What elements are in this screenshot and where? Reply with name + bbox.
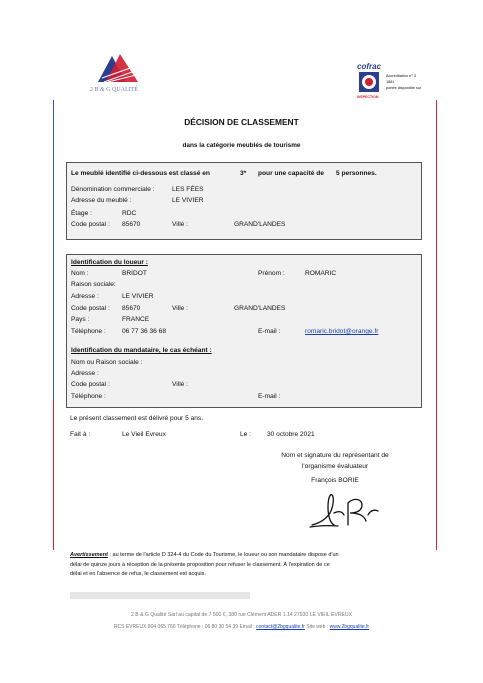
footer-line-1: 2 B & G Qualité Sarl au capital de 7 500 €, 380 rue Clément ADER 1.14 27930 LE VIEIL EVREUX — [131, 612, 352, 618]
right-red-line — [436, 100, 437, 550]
mandataire-adresse-label: Adresse : — [71, 370, 99, 377]
loueur-heading: Identification du loueur : — [71, 259, 148, 266]
footer-web-label: Site web : — [306, 624, 329, 630]
loueur-pays-value: FRANCE — [122, 316, 150, 323]
loueur-ville-value: GRAND'LANDES — [234, 305, 286, 312]
loueur-pays-label: Pays : — [71, 316, 90, 323]
loueur-prenom-label: Prénom : — [258, 270, 285, 277]
loueur-cp-value: 85670 — [122, 305, 141, 312]
fait-place: Le Vieil Evreux — [122, 431, 166, 438]
loueur-prenom-value: ROMARIC — [305, 270, 337, 277]
footer-rcs-text: RCS EVREUX 804 065 766 Téléphone : 06 80 30 54 39 Email : — [113, 624, 255, 630]
loueur-cp-label: Code postal : — [71, 305, 110, 312]
loueur-tel-value: 06 77 36 36 68 — [122, 328, 166, 335]
accreditation-line-1: Accréditation n° 3 — [386, 74, 416, 78]
loueur-email-link[interactable]: romaric.bridot@orange.fr — [305, 328, 379, 335]
loueur-nom-value: BRIDOT — [122, 270, 147, 277]
meuble-adresse-value: LE VIVIER — [172, 197, 204, 204]
accreditation-line-2: 1881 — [386, 80, 395, 84]
page-title: DÉCISION DE CLASSEMENT — [184, 117, 299, 127]
date-label: Le : — [240, 431, 251, 438]
meuble-cp-value: 85670 — [122, 221, 141, 228]
accreditation-line-3: portée disponible sur — [386, 86, 422, 90]
meuble-intro: Le meublé identifié ci-dessous est classé en — [71, 170, 210, 177]
company-name: 2 B & G QUALITÉ — [90, 87, 138, 93]
triangle-logo-icon — [92, 52, 152, 86]
redacted-bar — [70, 592, 250, 599]
denomination-label: Dénomination commerciale : — [71, 186, 155, 193]
signature-line-1: Nom et signature du représentant de — [281, 452, 389, 459]
cofrac-logo — [357, 62, 437, 104]
signature-line-2: l'organisme évaluateur — [301, 463, 369, 470]
cofrac-emblem-icon — [358, 71, 380, 93]
page-subtitle: dans la catégorie meublés de tourisme — [182, 142, 301, 149]
etage-value: RDC — [122, 210, 137, 217]
etage-label: Étage : — [71, 210, 92, 217]
fait-label: Fait à : — [70, 431, 91, 438]
left-red-line — [53, 400, 54, 550]
footer-web-link[interactable]: www.2bgqualite.fr — [329, 624, 370, 630]
mandataire-ville-label: Ville : — [172, 381, 189, 388]
mandataire-tel-label: Téléphone : — [71, 393, 106, 400]
warning-label: Avertissement — [70, 552, 108, 558]
footer-line-2 — [0, 624, 483, 630]
meuble-stars: 3* — [240, 170, 247, 177]
meuble-ville-value: GRAND'LANDES — [234, 221, 286, 228]
meuble-capacity-value: 5 personnes. — [336, 170, 377, 177]
meuble-cp-label: Code postal : — [71, 221, 110, 228]
validity-text: Le présent classement est délivré pour 5 ans. — [70, 415, 204, 422]
signature-name: François BORIE — [311, 477, 359, 484]
warning-line-2: délai de quinze jours à réception de la présente proposition pour refuser le classement. À l'expiration de ce — [70, 561, 330, 568]
date-value: 30 octobre 2021 — [267, 431, 315, 438]
loueur-nom-label: Nom : — [71, 270, 89, 277]
company-logo — [92, 52, 152, 96]
denomination-value: LES FÉES — [172, 186, 204, 193]
loueur-adresse-label: Adresse : — [71, 293, 99, 300]
warning-line-3: délai et en l'absence de refus, le classement est acquis. — [70, 571, 206, 578]
meuble-capacity-text: pour une capacité de — [258, 170, 324, 177]
loueur-adresse-value: LE VIVIER — [122, 293, 154, 300]
raison-sociale-label: Raison sociale: — [71, 281, 116, 288]
mandataire-cp-label: Code postal : — [71, 381, 110, 388]
handwritten-signature — [308, 489, 388, 531]
meuble-ville-label: Ville : — [172, 221, 189, 228]
loueur-ville-label: Ville : — [172, 305, 189, 312]
mandataire-nom-label: Nom ou Raison sociale : — [71, 359, 143, 366]
footer-email-link[interactable]: contact@2bgqualite.fr — [256, 624, 305, 630]
warning-paragraph — [70, 551, 430, 580]
mandataire-email-label: E-mail : — [258, 393, 281, 400]
meuble-adresse-label: Adresse du meublé : — [71, 197, 132, 204]
loueur-email-label: E-mail : — [258, 328, 281, 335]
cofrac-word: cofrac — [357, 62, 382, 71]
mandataire-heading: Identification du mandataire, le cas échéant : — [71, 347, 212, 354]
warning-line-1: : au terme de l'article D 324-4 du Code du Tourisme, le loueur ou son mandataire dispose d'un — [107, 552, 339, 558]
cofrac-sub: INSPECTION — [357, 95, 379, 99]
loueur-tel-label: Téléphone : — [71, 328, 106, 335]
